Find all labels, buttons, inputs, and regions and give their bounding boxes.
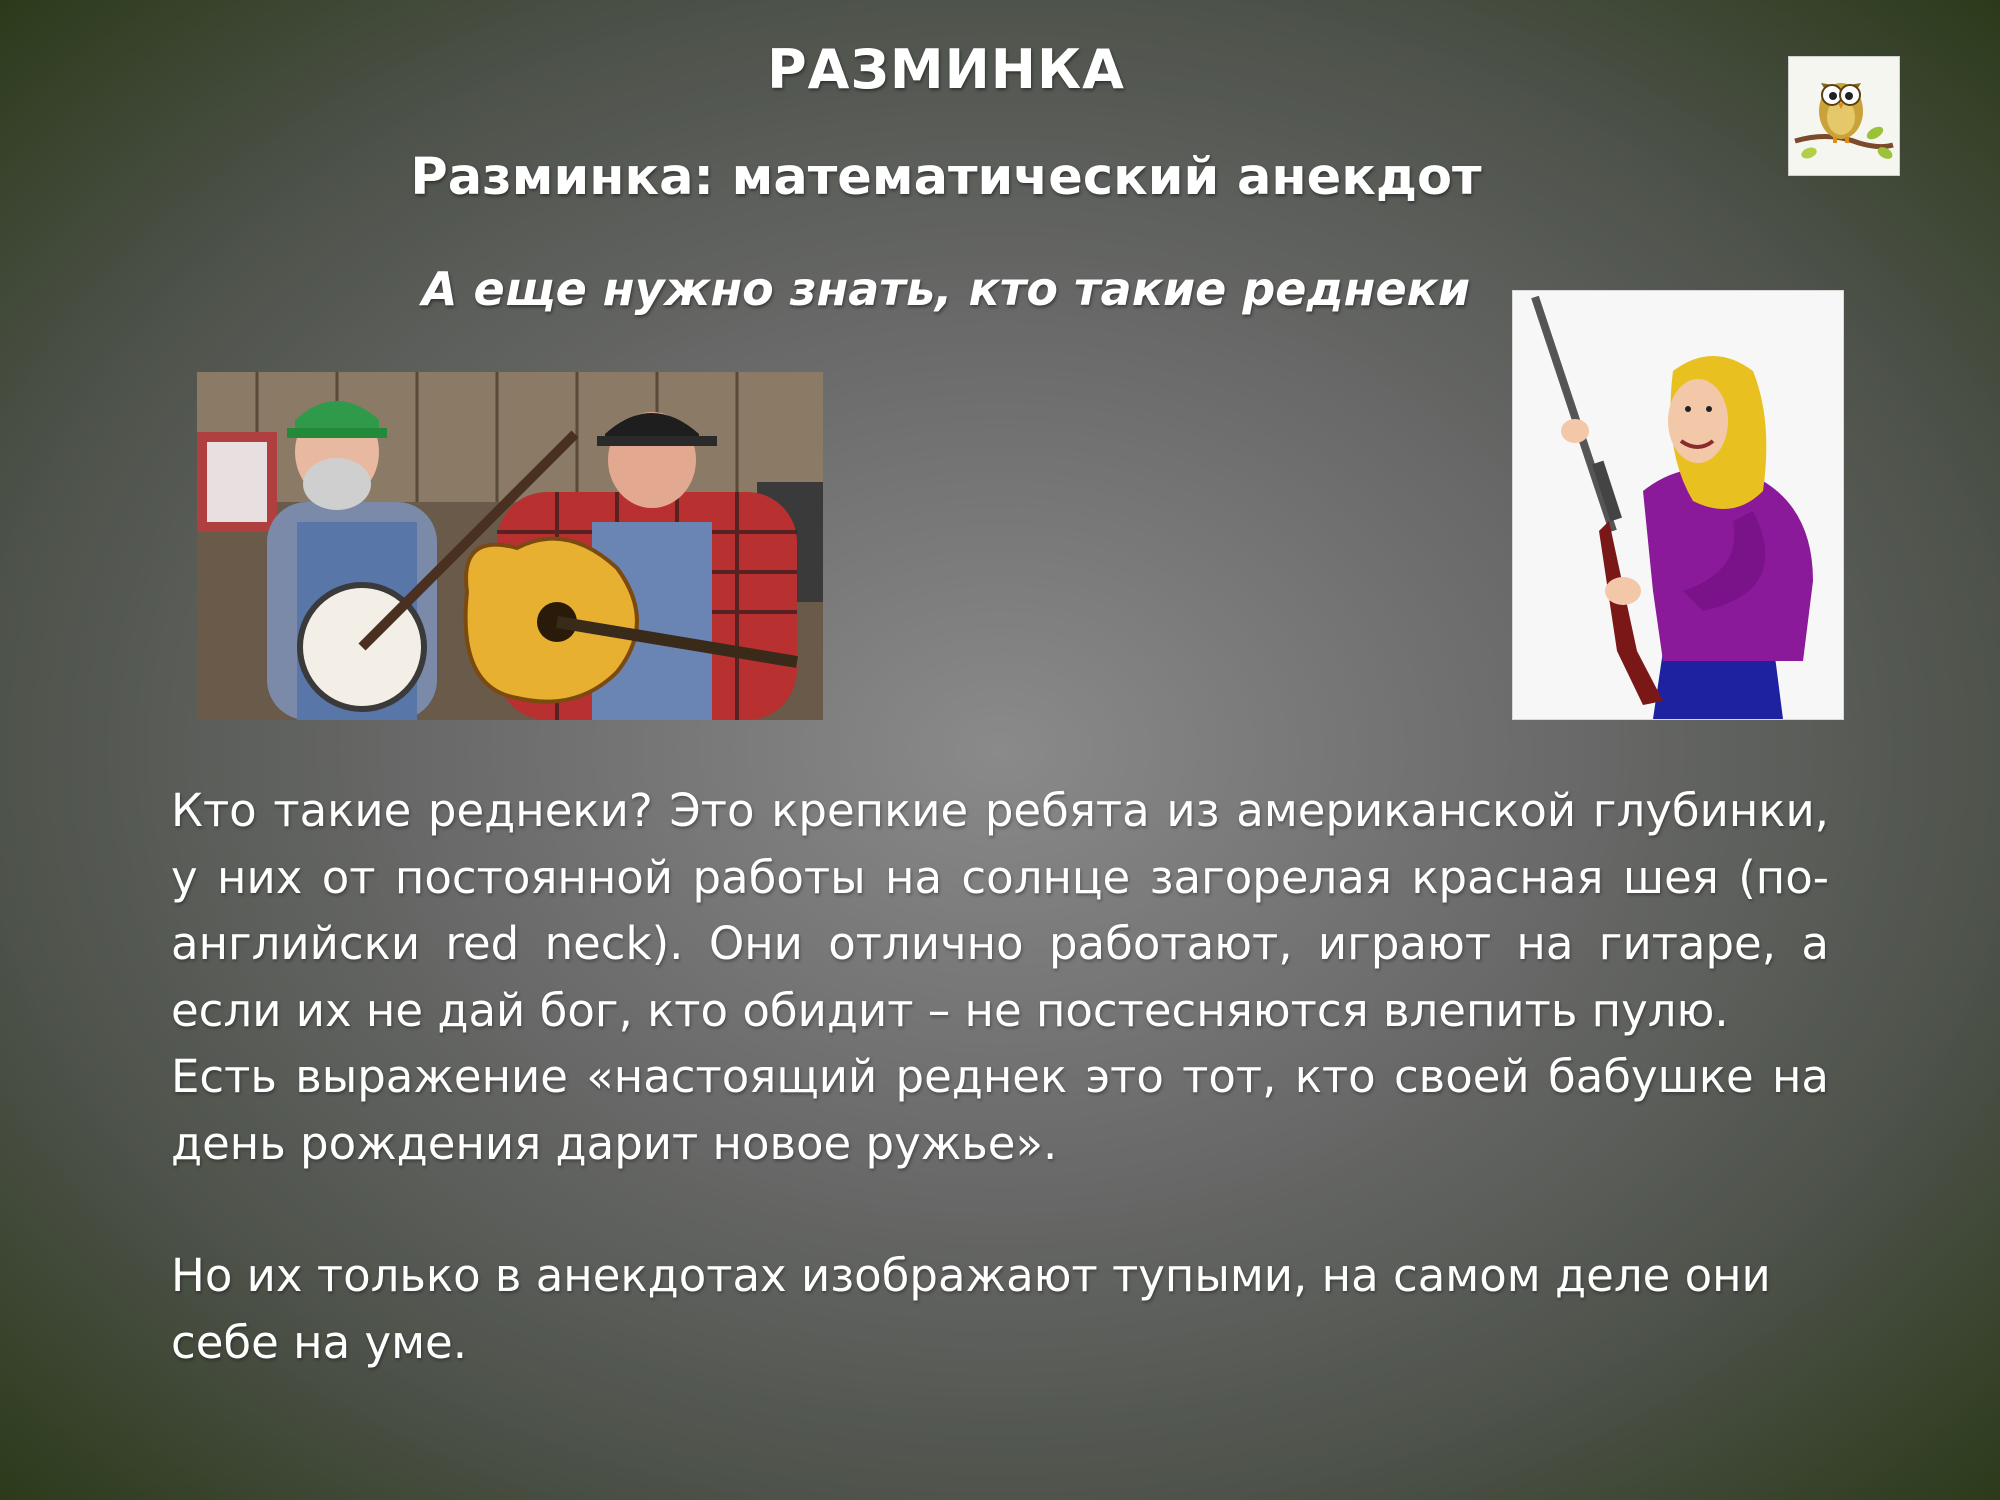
slide-tagline: А еще нужно знать, кто такие реднеки	[421, 262, 1471, 316]
body-text	[171, 778, 1829, 1376]
paragraph-gap	[171, 1177, 1829, 1243]
woman-with-rifle-illustration	[1512, 290, 1844, 720]
slide-subtitle: Разминка: математический анекдот	[410, 148, 1482, 207]
slide-title: РАЗМИНКА	[767, 38, 1125, 101]
owl-logo-icon	[1788, 56, 1900, 176]
paragraph-rednecks-definition: Кто такие реднеки? Это крепкие ребята из американской глубинки, у них от постоянной работы на солнце загорелая красная шея (по-английски red neck). Они отлично работают, играют на гитаре, а если их не дай бог, кто обидит – не постесняются влепить пулю.	[171, 784, 1829, 1037]
paragraph-expression: Есть выражение «настоящий реднек это тот, кто своей бабушке на день рождения дарит новое ружье».	[171, 1050, 1829, 1170]
paragraph-conclusion: Но их только в анекдотах изображают тупыми, на самом деле они себе на уме.	[171, 1249, 1771, 1369]
musicians-photo	[197, 372, 823, 720]
